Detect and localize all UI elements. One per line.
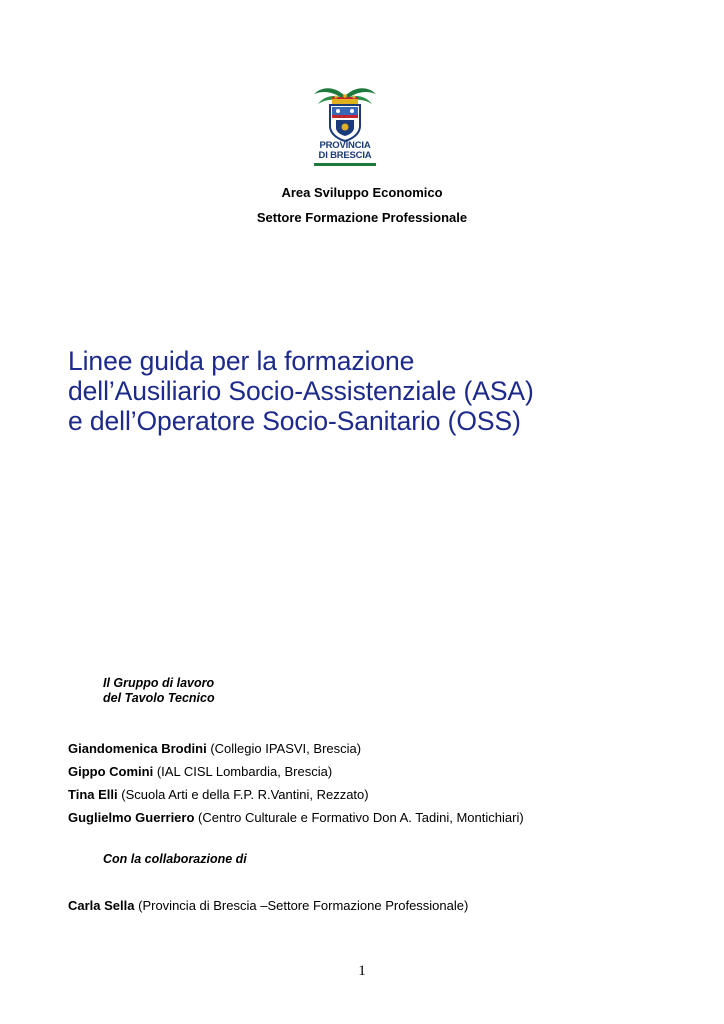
title-line-1: Linee guida per la formazione — [68, 346, 415, 376]
member-affiliation: (Collegio IPASVI, Brescia) — [210, 741, 362, 756]
group-line-2: del Tavolo Tecnico — [103, 691, 215, 705]
settore-heading: Settore Formazione Professionale — [256, 210, 468, 225]
page-number: 1 — [358, 963, 366, 979]
group-line-1: Il Gruppo di lavoro — [103, 676, 215, 690]
logo-underline — [314, 163, 376, 166]
title-line-2: dell’Ausiliario Socio-Assistenziale (ASA) — [68, 376, 534, 406]
coat-of-arms-icon — [310, 84, 380, 142]
member-row — [68, 783, 524, 806]
collaborator-row — [68, 898, 468, 913]
member-name: Giandomenica Brodini — [68, 741, 207, 756]
member-name: Tina Elli — [68, 787, 118, 802]
provincia-di-brescia-logo — [310, 84, 380, 168]
members-list — [68, 737, 524, 829]
working-group-heading — [103, 676, 215, 706]
member-row — [68, 760, 524, 783]
area-heading: Area Sviluppo Economico — [281, 185, 443, 200]
document-title — [68, 346, 688, 436]
member-affiliation: (Scuola Arti e della F.P. R.Vantini, Rezzato) — [121, 787, 369, 802]
collaborator-affiliation: (Provincia di Brescia –Settore Formazione Professionale) — [138, 898, 469, 913]
member-row — [68, 806, 524, 829]
member-name: Guglielmo Guerriero — [68, 810, 195, 825]
member-row — [68, 737, 524, 760]
collaboration-heading: Con la collaborazione di — [103, 852, 247, 866]
title-line-3: e dell’Operatore Socio-Sanitario (OSS) — [68, 406, 521, 436]
member-name: Gippo Comini — [68, 764, 154, 779]
logo-text-di-brescia: DI BRESCIA — [318, 150, 372, 161]
logo-text-provincia: PROVINCIA — [319, 140, 371, 151]
member-affiliation: (Centro Culturale e Formativo Don A. Tadini, Montichiari) — [198, 810, 524, 825]
member-affiliation: (IAL CISL Lombardia, Brescia) — [156, 764, 333, 779]
collaborator-name: Carla Sella — [68, 898, 135, 913]
